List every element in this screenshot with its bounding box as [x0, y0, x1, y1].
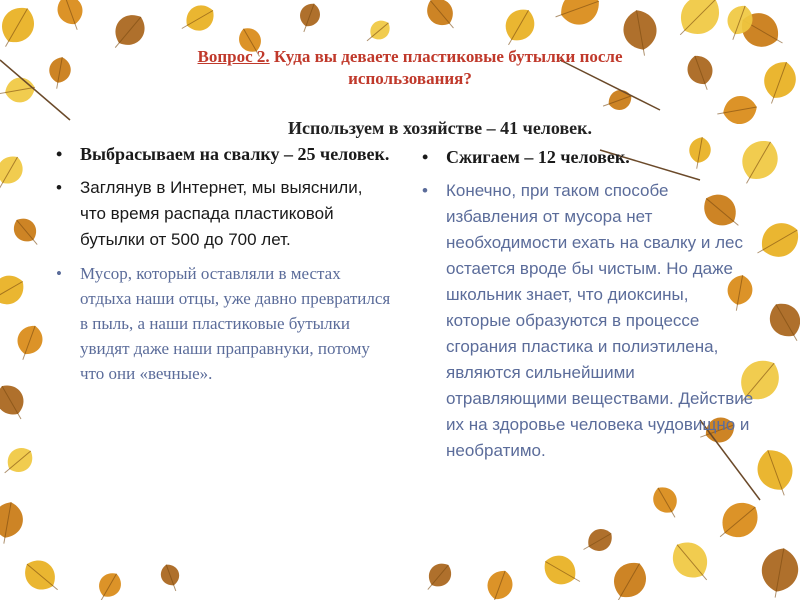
- bullet-dot: •: [56, 178, 62, 197]
- leaf-shape: [757, 57, 800, 109]
- leaf-shape: [550, 0, 605, 32]
- leaf-shape: [665, 534, 720, 590]
- bullet-item: [52, 175, 392, 253]
- bullet-dot: •: [56, 264, 62, 283]
- left-column: [52, 142, 392, 394]
- leaf-shape: [295, 0, 324, 35]
- bullet-text: Заглянув в Интернет, мы выяснили, что время распада пластиковой бутылки от 500 до 700 лет.: [80, 178, 363, 249]
- leaf-shape: [0, 442, 38, 482]
- leaf-shape: [18, 553, 67, 600]
- bullet-dot: •: [422, 181, 428, 200]
- bullet-text: Сжигаем – 12 человек.: [446, 147, 630, 167]
- bullet-item: [52, 142, 392, 167]
- bullet-dot: •: [56, 144, 63, 164]
- leaf-shape: [361, 16, 394, 48]
- leaf-shape: [0, 1, 41, 55]
- bullet-item: [418, 178, 758, 464]
- leaf-shape: [420, 558, 457, 596]
- leaf-shape: [683, 52, 719, 94]
- leaf-shape: [667, 0, 728, 48]
- title-question-number: Вопрос 2.: [197, 47, 270, 66]
- leaf-shape: [763, 297, 800, 348]
- leaf-shape: [648, 482, 685, 523]
- leaf-shape: [496, 3, 540, 52]
- leaf-shape: [0, 269, 30, 313]
- leaf-shape: [53, 0, 89, 34]
- leaf-shape: [11, 322, 47, 364]
- bullet-text: Мусор, который оставляли в местах отдыха наши отцы, уже давно превратился в пыль, а наши пластиковые бутылки увидят даже наши праправнуки, потому что они «вечные».: [80, 264, 391, 383]
- leaf-shape: [578, 524, 616, 559]
- leaf-shape: [752, 444, 800, 501]
- leaf-shape: [421, 0, 463, 36]
- slide-subtitle: Используем в хозяйстве – 41 человек.: [287, 118, 593, 138]
- leaf-shape: [709, 495, 765, 550]
- leaf-shape: [757, 545, 800, 600]
- leaf-shape: [0, 380, 32, 426]
- leaf-shape: [600, 87, 635, 116]
- bullet-text: Выбрасываем на свалку – 25 человек.: [80, 144, 390, 164]
- bullet-item: [418, 145, 758, 170]
- leaf-shape: [158, 562, 185, 595]
- leaf-shape: [538, 549, 587, 593]
- leaf-shape: [8, 213, 45, 251]
- leaf-shape: [46, 55, 73, 90]
- title-question-text: Куда вы деваете пластиковые бутылки после использования?: [269, 47, 623, 88]
- leaf-shape: [0, 151, 28, 195]
- leaf-shape: [481, 567, 517, 600]
- leaf-shape: [0, 75, 37, 106]
- bullet-dot: •: [422, 147, 429, 167]
- leaf-shape: [0, 500, 26, 547]
- bullet-item: [52, 261, 392, 386]
- leaf-shape: [91, 568, 126, 600]
- leaf-shape: [604, 556, 653, 600]
- right-column: [418, 145, 758, 472]
- slide-title: [140, 46, 680, 90]
- leaf-shape: [176, 0, 220, 39]
- bullet-text: Конечно, при таком способе избавления от мусора нет необходимости ехать на свалку и лес остается вроде бы чистым. Но даже школьник знает, что диоксины, которые образуются в процессе сгорания пластика и полиэтилена, являются сильнейшими отравляющими веществами. Действие их на здоровье человека чудовищно и необратимо.: [446, 181, 754, 460]
